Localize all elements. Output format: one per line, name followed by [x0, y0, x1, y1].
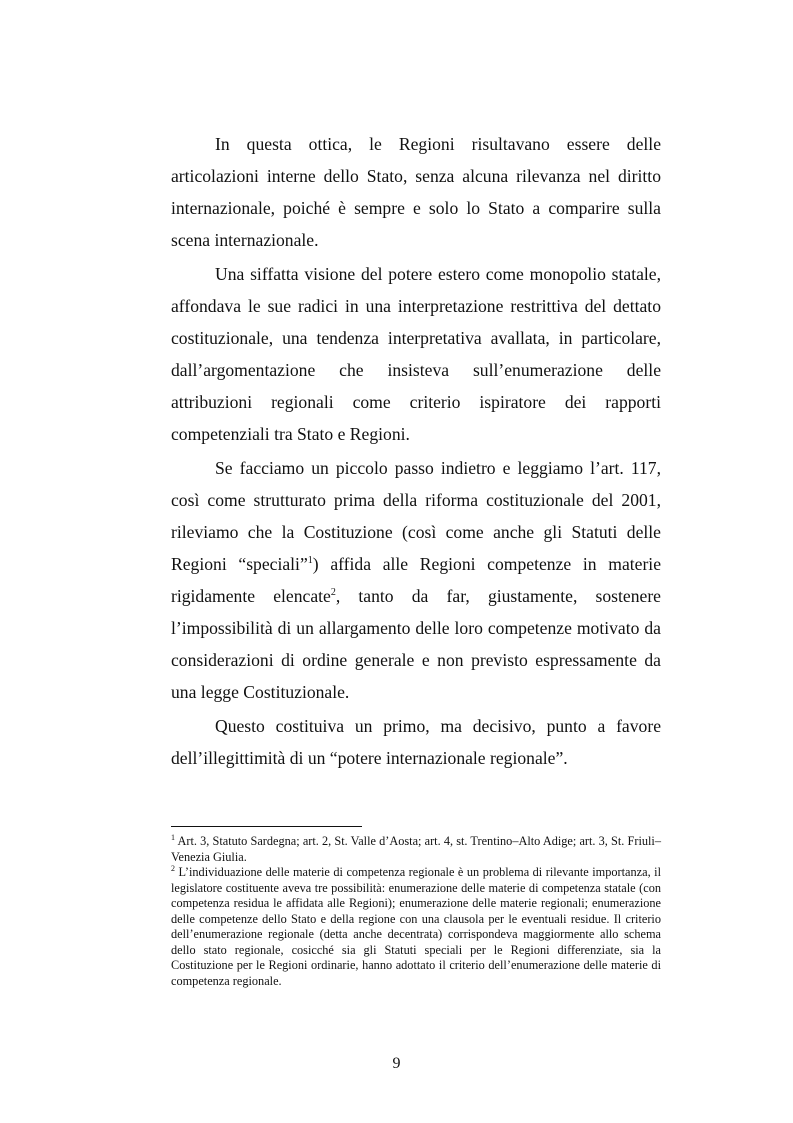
- paragraph-1: In questa ottica, le Regioni risultavano essere delle articolazioni interne dello Stato, senza alcuna rilevanza nel diritto internazionale, poiché è sempre e solo lo Stato a comparire sulla scena internazionale.: [171, 134, 661, 250]
- footnote-1-number: 1: [171, 832, 175, 842]
- paragraph-3-part-1: Se facciamo un piccolo passo indietro e leggiamo l’art. 117, così come strutturato prima della riforma costituzionale del 2001, rileviamo che la Costituzione (così come anche gli Statuti delle Regioni “speciali”: [171, 458, 661, 574]
- paragraph-3-part-2: ) affida alle Regioni competenze in materie rigidamente elencate: [171, 554, 662, 606]
- footnote-2-number: 2: [171, 863, 175, 873]
- paragraph-3: [171, 452, 661, 708]
- footnote-separator: [171, 826, 362, 827]
- footnotes: [171, 834, 661, 989]
- footnote-1-text: Art. 3, Statuto Sardegna; art. 2, St. Valle d’Aosta; art. 4, st. Trentino–Alto Adige; art. 3, St. Friuli–Venezia Giulia.: [171, 834, 661, 864]
- footnote-2: [171, 865, 661, 989]
- footnote-ref-1: 1: [307, 555, 313, 567]
- body-text: [171, 128, 661, 774]
- paragraph-3-part-3: , tanto da far, giustamente, sostenere l’impossibilità di un allargamento delle loro competenze motivato da considerazioni di ordine generale e non previsto espressamente da una legge Costituzionale.: [171, 586, 661, 702]
- paragraph-4: Questo costituiva un primo, ma decisivo, punto a favore dell’illegittimità di un “potere internazionale regionale”.: [171, 716, 661, 768]
- page-number: 9: [392, 1055, 401, 1072]
- footnote-1: [171, 834, 661, 865]
- footnote-ref-2: 2: [330, 587, 336, 599]
- footnote-2-text: L’individuazione delle materie di competenza regionale è un problema di rilevante importanza, il legislatore costituente aveva tre possibilità: enumerazione delle materie di competenza statale (con competenza residua le affidata alle Regioni); enumerazione delle materie regionali; enumerazione delle competenze dello Stato e della regione con una clausola per le eventuali residue. Il criterio dell’enumerazione regionale (detta anche decentrata) corrispondeva maggiormente allo schema dello stato regionale, cosicché sia gli Statuti speciali per le Regioni differenziate, sia la Costituzione per le Regioni ordinarie, hanno adottato il criterio dell’enumerazione delle materie di competenza regionale.: [171, 865, 661, 988]
- paragraph-2: Una siffatta visione del potere estero come monopolio statale, affondava le sue radici in una interpretazione restrittiva del dettato costituzionale, una tendenza interpretativa avallata, in particolare, dall’argomentazione che insisteva sull’enumerazione delle attribuzioni regionali come criterio ispiratore dei rapporti competenziali tra Stato e Regioni.: [171, 264, 661, 444]
